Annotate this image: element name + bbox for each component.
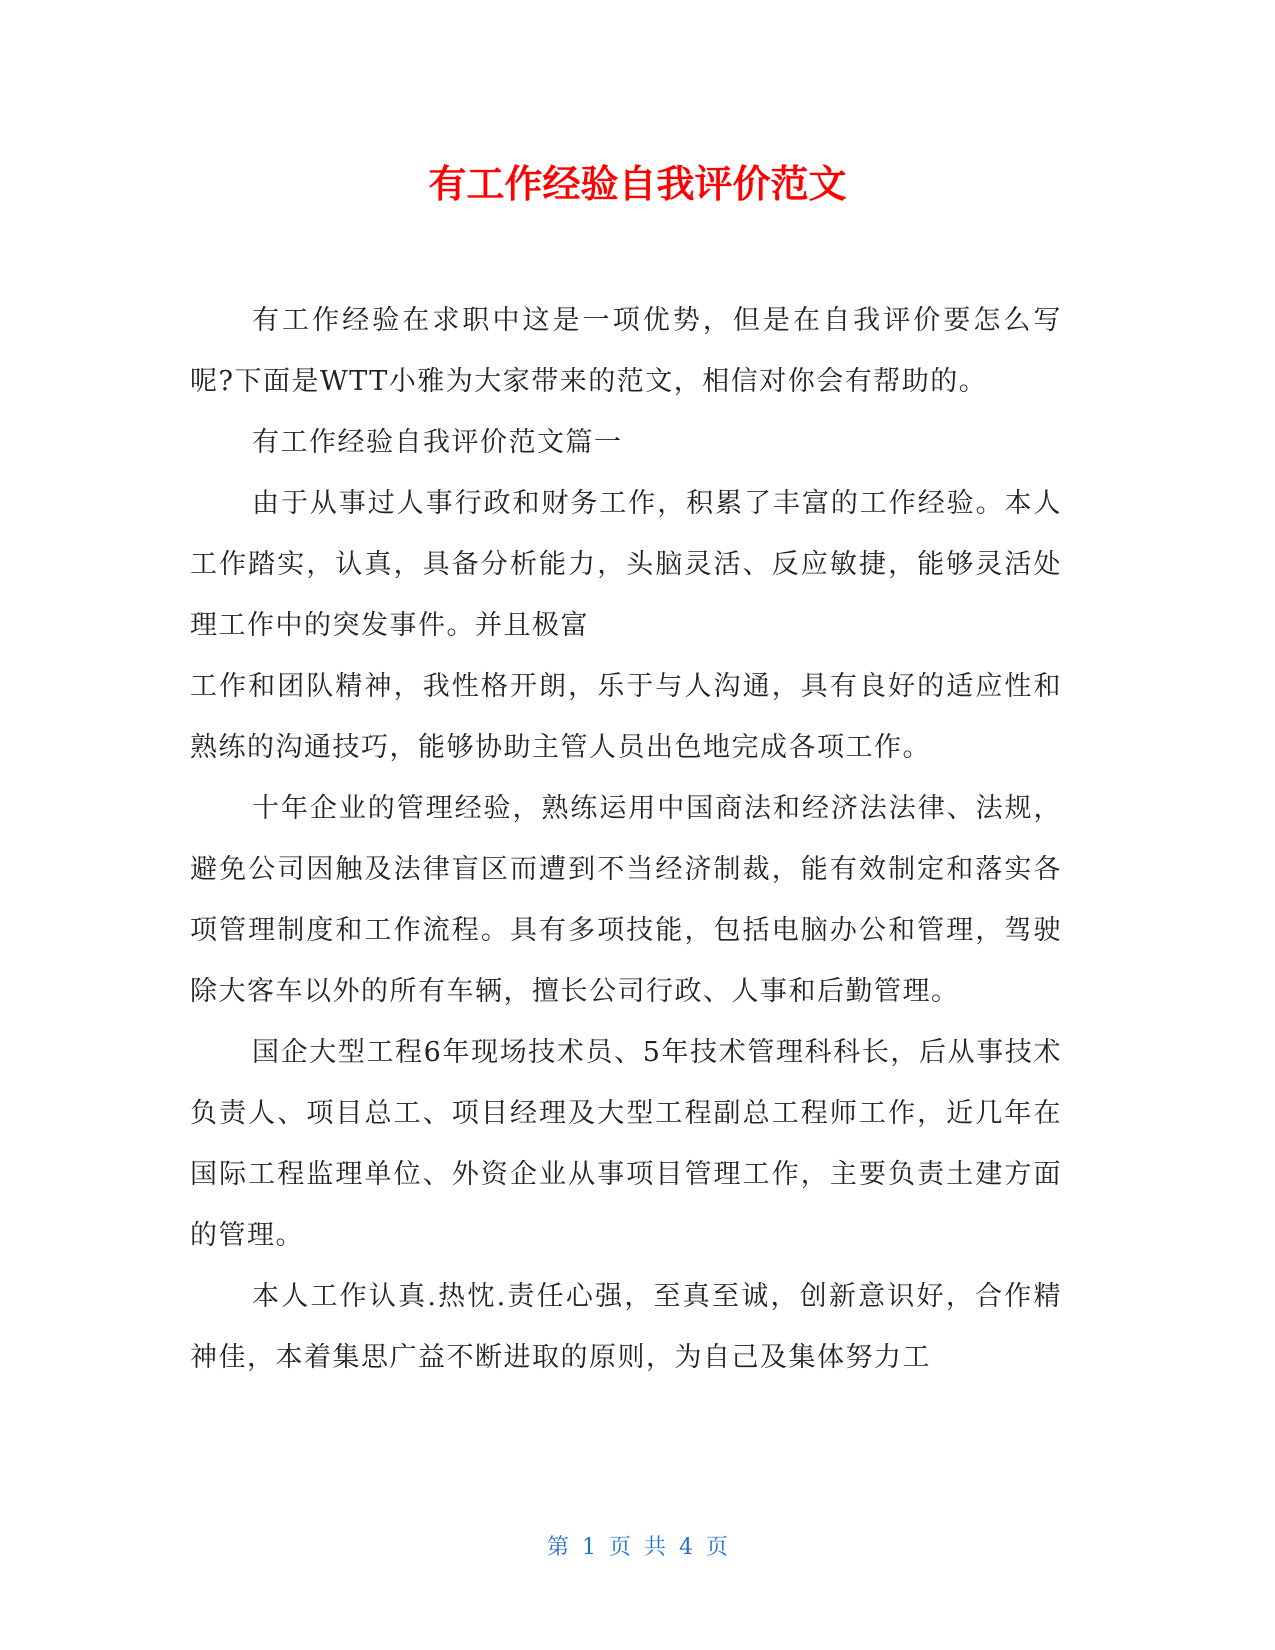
paragraph-engineering: 国企大型工程6年现场技术员、5年技术管理科科长，后从事技术负责人、项目总工、项目经理及大型工程副总工程师工作，近几年在国际工程监理单位、外资企业从事项目管理工作，主要负责土建方面的管理。: [190, 1037, 1062, 1251]
paragraph-management: 十年企业的管理经验，熟练运用中国商法和经济法法律、法规，避免公司因触及法律盲区而遭到不当经济制裁，能有效制定和落实各项管理制度和工作流程。具有多项技能，包括电脑办公和管理，驾驶除大客车以外的所有车辆，擅长公司行政、人事和后勤管理。: [190, 793, 1062, 1007]
paragraph-experience: 由于从事过人事行政和财务工作，积累了丰富的工作经验。本人工作踏实，认真，具备分析能力，头脑灵活、反应敏捷，能够灵活处理工作中的突发事件。并且极富: [190, 488, 1062, 641]
paragraph-teamwork: 工作和团队精神，我性格开朗，乐于与人沟通，具有良好的适应性和熟练的沟通技巧，能够协助主管人员出色地完成各项工作。: [190, 671, 1062, 763]
paragraph-attitude: 本人工作认真.热忱.责任心强，至真至诚，创新意识好，合作精神佳，本着集思广益不断进取的原则，为自己及集体努力工: [190, 1281, 1062, 1373]
section-heading: 有工作经验自我评价范文篇一: [252, 427, 623, 458]
document-title: 有工作经验自我评价范文: [428, 162, 847, 206]
page-number-footer: 第 1 页 共 4 页: [547, 1535, 728, 1560]
paragraph-intro: 有工作经验在求职中这是一项优势，但是在自我评价要怎么写呢?下面是WTT小雅为大家带来的范文，相信对你会有帮助的。: [190, 305, 1062, 397]
document-body: [190, 290, 1062, 1388]
